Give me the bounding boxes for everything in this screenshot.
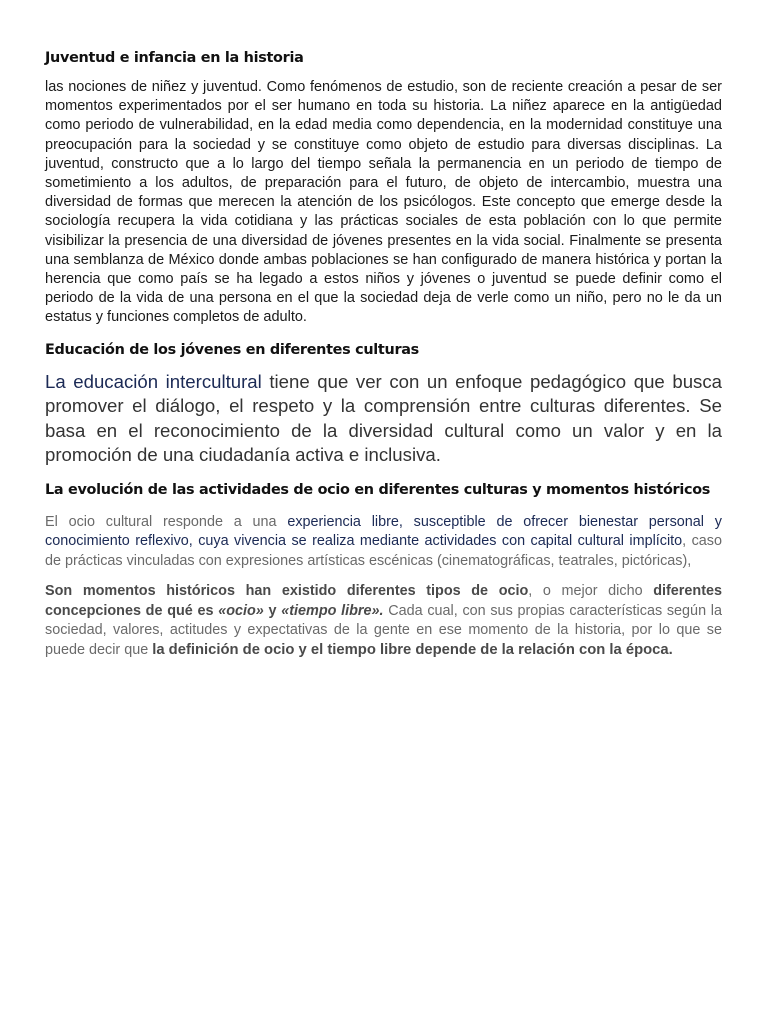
final-period: . [668,641,673,658]
caracteristicas-text: Cada cual, con sus propias características según la sociedad, valores, actitudes y expectativas de la gente en ese momento de la historia, por lo que se puede decir que [45,602,722,658]
section-heading-educacion: Educación de los jóvenes en diferentes culturas [45,341,419,358]
section-heading-juventud: Juventud e infancia en la historia [45,50,304,66]
ocio-tail-text: , caso de prácticas vinculadas con expresiones artísticas escénicas (cinematográficas, teatrales, pictóricas), [45,533,722,569]
section-heading-ocio: La evolución de las actividades de ocio en diferentes culturas y momentos históricos [45,481,711,498]
paragraph-ocio-cultural [45,513,722,572]
paragraph-juventud: las nociones de niñez y juventud. Como fenómenos de estudio, son de reciente creación a pesar de ser momentos experimentados por el ser humano en toda su historia. La niñez aparece en la antigüedad como periodo de vulnerabilidad, en la edad media como dependencia, en la modernidad constituye una preocupación para la sociedad y se constituye como objeto de estudio para diversas disciplinas. La juventud, constructo que a lo largo del tiempo señala la permanencia en un periodo de tiempo de sometimiento a los adultos, de preparación para el futuro, de objeto de intercambio, muestra una diversidad de formas que merecen la atención de los psicólogos. Este concepto que emerge desde la sociología recupera la vida cotidiana y las prácticas sociales de esta población con lo que permite visibilizar la presencia de una diversidad de jóvenes presentes en la vida social. Finalmente se presenta una semblanza de México donde ambas poblaciones se han configurado de manera histórica y portan la herencia que como país se ha legado a estos niños y jóvenes o juventud se puede definir como el periodo de la vida de una persona en el que la sociedad deja de verle como un niño, pero no le da un estatus y funciones completos de adulto. [45,79,722,326]
definicion-text: la definición de ocio y el tiempo libre depende de la relación con la época [152,641,669,658]
bold-momentos-text: Son momentos históricos han existido diferentes tipos de ocio [45,583,529,600]
bold-definicion-text [152,642,673,658]
ocio-term: «ocio» [218,602,264,619]
ocio-lead-text: El ocio cultural responde a una [45,513,288,530]
paragraph-educacion [45,370,722,468]
y-text: y [263,602,282,619]
educacion-intercultural-link[interactable]: La educación intercultural [45,370,262,392]
tiempo-libre-term: «tiempo libre». [281,602,384,619]
ocio-highlight-text: experiencia libre, susceptible de ofrecer bienestar personal y conocimiento reflexivo, cuya vivencia se realiza mediante actividades con capital cultural implícito [45,513,722,550]
paragraph-educacion-text: tiene que ver con un enfoque pedagógico que busca promover el diálogo, el respeto y la comprensión entre culturas diferentes. Se basa en el reconocimiento de la diversidad cultural como un valor y en la promoción de una ciudadanía activa e inclusiva. [45,370,722,466]
concepciones-text: diferentes concepciones de qué es [45,583,722,619]
paragraph-momentos-historicos [45,582,722,660]
mid-text: , o mejor dicho [528,583,654,600]
